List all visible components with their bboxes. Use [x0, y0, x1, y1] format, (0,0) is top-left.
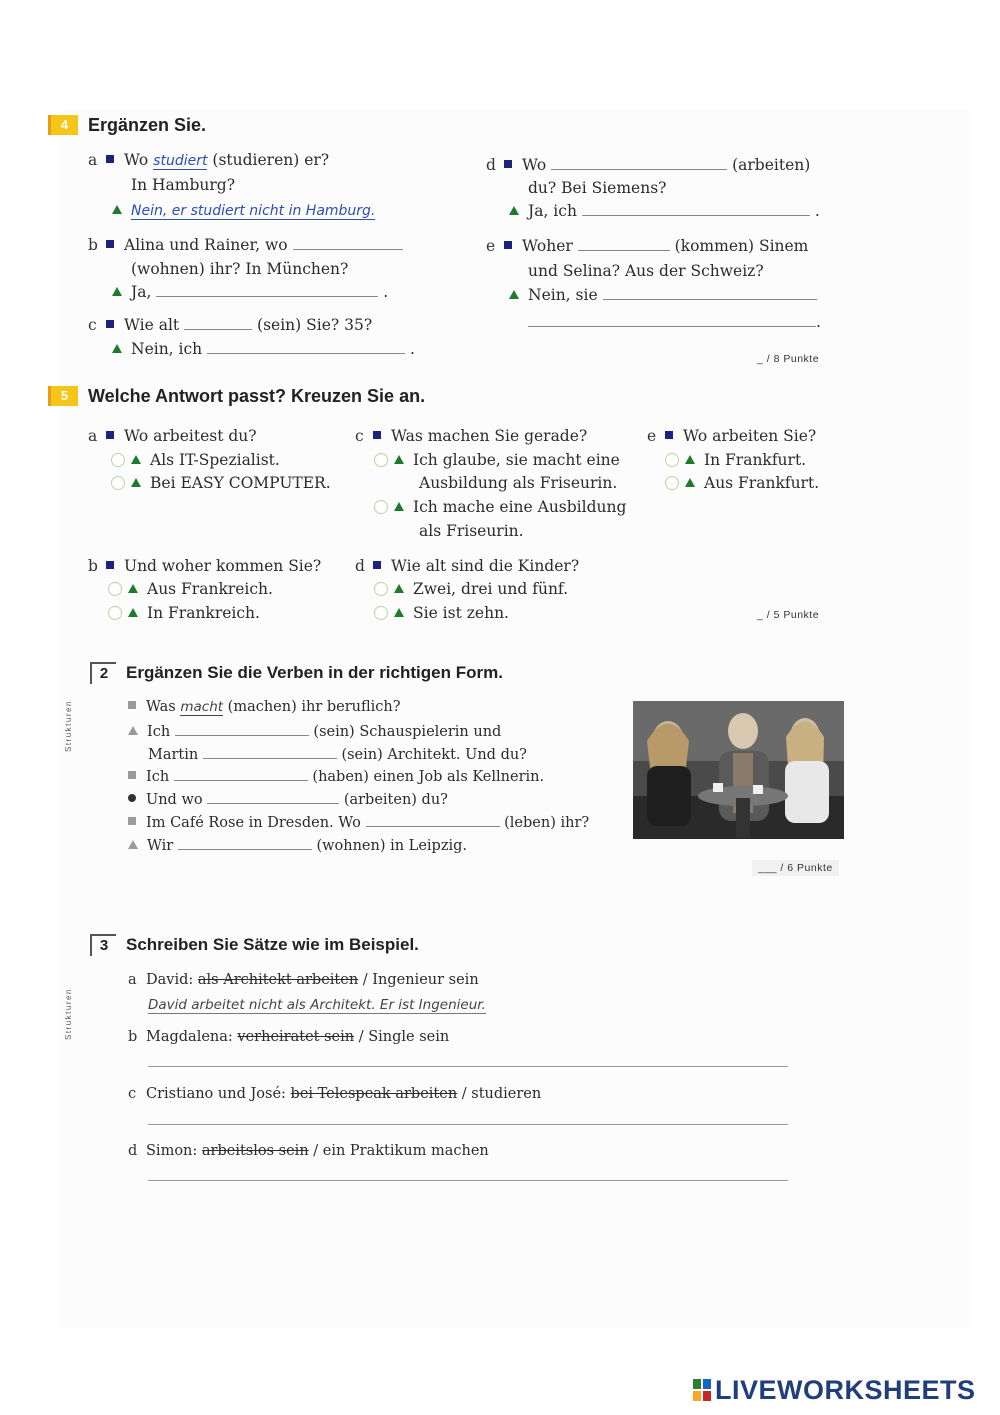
- ex4-b-answer: Ja, .: [112, 283, 388, 301]
- ex5-a-question: a Wo arbeitest du?: [88, 427, 257, 445]
- ex4-d-q2: du? Bei Siemens?: [528, 179, 667, 197]
- ex2-line-3: Martin (sein) Architekt. Und du?: [148, 747, 527, 763]
- square-icon: [106, 431, 114, 439]
- ex5-b-option-2[interactable]: In Frankreich.: [108, 604, 260, 622]
- ex4-a-q2: In Hamburg?: [131, 176, 236, 194]
- radio-circle-icon[interactable]: [111, 453, 125, 467]
- triangle-icon: [131, 455, 141, 464]
- square-icon: [106, 240, 114, 248]
- ex2-blank-3[interactable]: [174, 767, 308, 781]
- ex2-title-text: Ergänzen Sie die Verben in der richtigen Form.: [126, 663, 503, 682]
- triangle-icon: [509, 290, 519, 299]
- ex3-side-label: Strukturen: [64, 988, 73, 1040]
- ex2-line-5: Und wo (arbeiten) du?: [128, 790, 448, 808]
- ex4-a-q1: a Wo studiert (studieren) er?: [88, 151, 330, 169]
- ex3-a-answer: David arbeitet nicht als Architekt. Er ist Ingenieur.: [148, 997, 486, 1013]
- square-icon: [665, 431, 673, 439]
- ex5-c-question: c Was machen Sie gerade?: [355, 427, 588, 445]
- triangle-icon: [112, 287, 122, 296]
- square-icon: [106, 155, 114, 163]
- ex4-c-blank-2[interactable]: [207, 340, 405, 354]
- ex2-number: 2: [90, 662, 116, 684]
- ex4-d-q1: d Wo (arbeiten): [486, 156, 811, 174]
- ex5-number: 5: [48, 386, 78, 406]
- ex5-e-option-1[interactable]: In Frankfurt.: [665, 451, 806, 469]
- square-icon: [504, 160, 512, 168]
- ex3-title: [90, 934, 419, 956]
- ex2-line-2: Ich (sein) Schauspielerin und: [128, 722, 501, 740]
- triangle-icon: [394, 608, 404, 617]
- triangle-icon: [112, 344, 122, 353]
- cafe-photo-illustration: [633, 701, 844, 839]
- ex4-e-blank-2[interactable]: [603, 286, 817, 300]
- triangle-icon: [509, 206, 519, 215]
- ex5-a-option-1[interactable]: Als IT-Spezialist.: [111, 451, 280, 469]
- ex2-line-4: Ich (haben) einen Job als Kellnerin.: [128, 767, 544, 785]
- radio-circle-icon[interactable]: [374, 606, 388, 620]
- ex4-e-blank-3[interactable]: [528, 313, 816, 327]
- ex4-a-answer: Nein, er studiert nicht in Hamburg.: [112, 201, 375, 219]
- square-icon: [106, 320, 114, 328]
- ex3-d-write-line[interactable]: [148, 1180, 788, 1181]
- triangle-icon: [128, 608, 138, 617]
- ex4-b-q1: b Alina und Rainer, wo: [88, 236, 403, 254]
- ex2-blank-6[interactable]: [178, 836, 312, 850]
- square-icon: [373, 561, 381, 569]
- ex5-c-option-1-line2: Ausbildung als Friseurin.: [419, 474, 618, 492]
- ex4-d-answer: Ja, ich .: [509, 202, 820, 220]
- square-icon: [128, 771, 136, 779]
- ex5-d-question: d Wie alt sind die Kinder?: [355, 557, 580, 575]
- ex5-a-option-2[interactable]: Bei EASY COMPUTER.: [111, 474, 331, 492]
- square-icon: [504, 241, 512, 249]
- ex4-c-q: c Wie alt (sein) Sie? 35?: [88, 316, 373, 334]
- ex3-title-text: Schreiben Sie Sätze wie im Beispiel.: [126, 935, 419, 954]
- ex4-a-answer-word: studiert: [153, 153, 208, 169]
- radio-circle-icon[interactable]: [665, 453, 679, 467]
- radio-circle-icon[interactable]: [108, 582, 122, 596]
- ex4-b-blank-1[interactable]: [293, 236, 403, 250]
- triangle-icon: [128, 584, 138, 593]
- ex4-e-q1: e Woher (kommen) Sinem: [486, 237, 809, 255]
- radio-circle-icon[interactable]: [108, 606, 122, 620]
- liveworksheets-logo[interactable]: LIVEWORKSHEETS: [693, 1375, 976, 1406]
- triangle-icon: [112, 205, 122, 214]
- ex4-e-q2: und Selina? Aus der Schweiz?: [528, 262, 764, 280]
- ex5-e-question: e Wo arbeiten Sie?: [647, 427, 817, 445]
- ex5-d-option-1[interactable]: Zwei, drei und fünf.: [374, 580, 568, 598]
- ex4-e-answer: Nein, sie: [509, 286, 817, 304]
- ex4-points: _ / 8 Punkte: [757, 353, 820, 365]
- radio-circle-icon[interactable]: [374, 453, 388, 467]
- ex4-e-blank-1[interactable]: [578, 237, 670, 251]
- cafe-photo: [633, 701, 844, 839]
- triangle-icon: [128, 726, 138, 735]
- ex4-c-answer: Nein, ich .: [112, 340, 415, 358]
- ex4-d-blank-2[interactable]: [582, 202, 810, 216]
- ex4-title-text: Ergänzen Sie.: [88, 115, 207, 135]
- radio-circle-icon[interactable]: [374, 500, 388, 514]
- liveworksheets-logo-icon: [693, 1379, 711, 1401]
- triangle-icon: [394, 584, 404, 593]
- ex3-d: d Simon: arbeitslos sein / ein Praktikum machen: [128, 1143, 489, 1159]
- ex5-b-option-1[interactable]: Aus Frankreich.: [108, 580, 273, 598]
- ex4-title: [48, 115, 206, 136]
- ex2-blank-5[interactable]: [366, 813, 500, 827]
- ex5-d-option-2[interactable]: Sie ist zehn.: [374, 604, 509, 622]
- ex5-points: _ / 5 Punkte: [757, 609, 820, 621]
- triangle-icon: [128, 840, 138, 849]
- ex5-e-option-2[interactable]: Aus Frankfurt.: [665, 474, 819, 492]
- triangle-icon: [685, 455, 695, 464]
- ex3-c-write-line[interactable]: [148, 1124, 788, 1125]
- ex5-c-option-1[interactable]: Ich glaube, sie macht eine: [374, 451, 620, 469]
- radio-circle-icon[interactable]: [374, 582, 388, 596]
- ex5-title-text: Welche Antwort passt? Kreuzen Sie an.: [88, 386, 426, 406]
- ex3-a: a David: als Architekt arbeiten / Ingenieur sein: [128, 972, 479, 988]
- ex3-b-write-line[interactable]: [148, 1066, 788, 1067]
- ex5-c-option-2-line2: als Friseurin.: [419, 522, 524, 540]
- square-icon: [106, 561, 114, 569]
- ex2-blank-1[interactable]: [175, 722, 309, 736]
- ex3-number: 3: [90, 934, 116, 956]
- ex2-blank-4[interactable]: [207, 790, 339, 804]
- ex2-answer-word: macht: [180, 699, 224, 715]
- ex3-c: c Cristiano und José: bei Telespeak arbeiten / studieren: [128, 1086, 542, 1102]
- ex2-line-6: Im Café Rose in Dresden. Wo (leben) ihr?: [128, 813, 589, 831]
- ex2-blank-2[interactable]: [203, 745, 337, 759]
- ex5-b-question: b Und woher kommen Sie?: [88, 557, 322, 575]
- ex4-b-blank-2[interactable]: [156, 283, 378, 297]
- ex5-title: [48, 386, 425, 407]
- ex2-points: ___ / 6 Punkte: [752, 862, 839, 874]
- bullet-dot-icon: [128, 794, 136, 802]
- triangle-icon: [394, 502, 404, 511]
- ex4-b-q2: (wohnen) ihr? In München?: [131, 260, 349, 278]
- square-icon: [128, 817, 136, 825]
- ex2-line-7: Wir (wohnen) in Leipzig.: [128, 836, 467, 854]
- triangle-icon: [394, 455, 404, 464]
- ex2-title: [90, 662, 503, 684]
- ex2-line-1: Was macht (machen) ihr beruflich?: [128, 699, 401, 715]
- ex4-c-blank-1[interactable]: [184, 316, 252, 330]
- triangle-icon: [131, 478, 141, 487]
- square-icon: [373, 431, 381, 439]
- ex4-number: 4: [48, 115, 78, 135]
- ex4-e-answer-cont: .: [528, 313, 821, 331]
- ex3-b: b Magdalena: verheiratet sein / Single sein: [128, 1029, 450, 1045]
- ex5-c-option-2[interactable]: Ich mache eine Ausbildung: [374, 498, 626, 516]
- square-icon: [128, 701, 136, 709]
- triangle-icon: [685, 478, 695, 487]
- radio-circle-icon[interactable]: [111, 476, 125, 490]
- ex4-d-blank-1[interactable]: [551, 156, 727, 170]
- radio-circle-icon[interactable]: [665, 476, 679, 490]
- ex2-side-label: Strukturen: [64, 700, 73, 752]
